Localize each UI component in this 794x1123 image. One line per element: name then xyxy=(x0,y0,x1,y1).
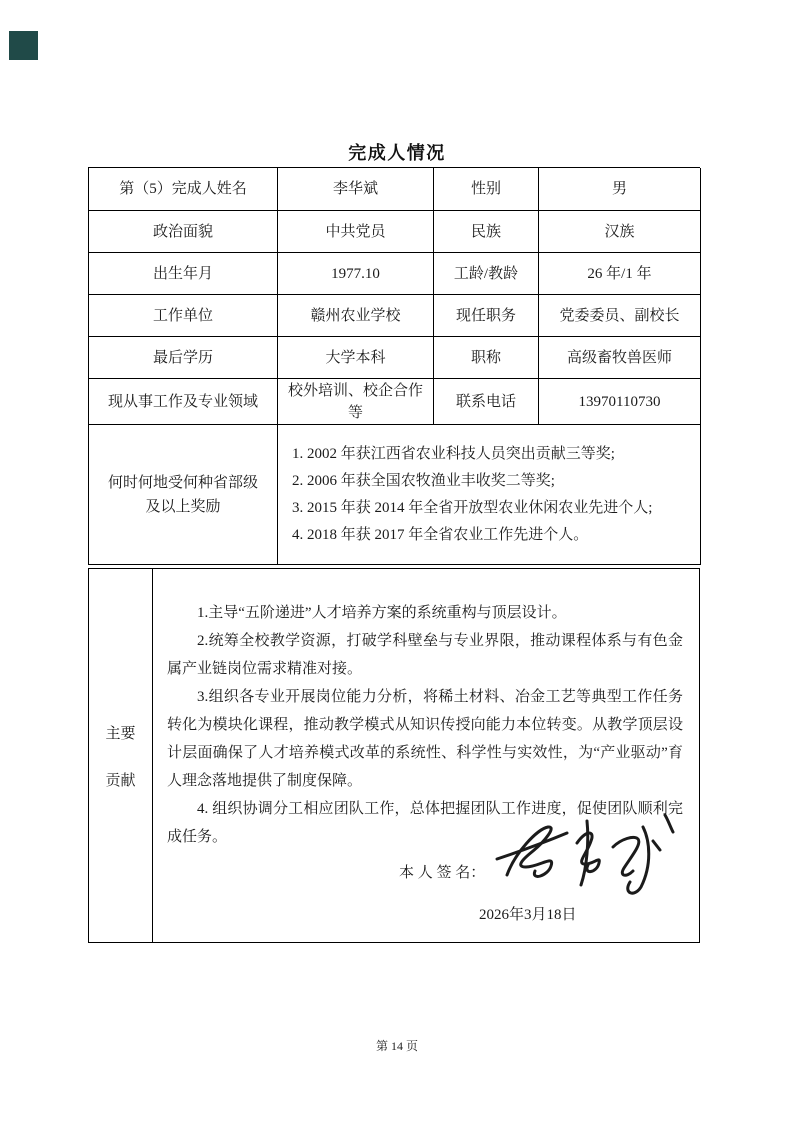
field-value-phone: 13970110730 xyxy=(539,379,701,425)
field-value-education: 大学本科 xyxy=(278,337,434,379)
field-value-awards xyxy=(278,425,701,565)
award-item: 1. 2002 年获江西省农业科技人员突出贡献三等奖; xyxy=(292,445,615,462)
field-value-gender: 男 xyxy=(539,168,701,211)
field-value-ethnicity: 汉族 xyxy=(539,211,701,253)
field-value-birthdate: 1977.10 xyxy=(278,253,434,295)
main-contribution-table xyxy=(88,568,700,943)
field-label-title: 职称 xyxy=(434,337,539,379)
field-value-title: 高级畜牧兽医师 xyxy=(539,337,701,379)
contribution-paragraph: 1.主导“五阶递进”人才培养方案的系统重构与顶层设计。 xyxy=(197,605,567,621)
field-label-education: 最后学历 xyxy=(89,337,278,379)
award-item: 2. 2006 年获全国农牧渔业丰收奖二等奖; xyxy=(292,472,555,489)
field-label-employer: 工作单位 xyxy=(89,295,278,337)
field-label-birthdate: 出生年月 xyxy=(89,253,278,295)
signature-label: 本 人 签 名： xyxy=(399,865,486,881)
field-value-seniority: 26 年/1 年 xyxy=(539,253,701,295)
field-value-position: 党委委员、副校长 xyxy=(539,295,701,337)
field-label-name: 第（5）完成人姓名 xyxy=(89,168,278,211)
award-item: 4. 2018 年获 2017 年全省农业工作先进个人。 xyxy=(292,526,589,543)
contribution-content-cell xyxy=(153,569,700,942)
award-item: 3. 2015 年获 2014 年全省开放型农业休闲农业先进个人; xyxy=(292,499,653,516)
field-label-phone: 联系电话 xyxy=(434,379,539,425)
contribution-paragraph: 2.统筹全校教学资源，打破学科壁垒与专业界限，推动课程体系与有色金属产业链岗位需求精准对接。 xyxy=(167,633,683,677)
contribution-paragraph: 4. 组织协调分工相应团队工作，总体把握团队工作进度，促使团队顺利完成任务。 xyxy=(167,801,683,845)
corner-color-mark xyxy=(9,31,38,60)
field-label-political: 政治面貌 xyxy=(89,211,278,253)
contribution-label-line1: 主要 xyxy=(105,725,136,742)
field-label-position: 现任职务 xyxy=(434,295,539,337)
field-label-awards: 何时何地受何种省部级及以上奖励 xyxy=(89,425,278,565)
field-label-ethnicity: 民族 xyxy=(434,211,539,253)
contribution-row-label xyxy=(89,569,153,942)
field-label-gender: 性别 xyxy=(434,168,539,211)
contribution-label-line2: 贡献 xyxy=(105,772,136,789)
handwritten-signature-image xyxy=(493,809,683,904)
signature-date: 2026年3月18日 xyxy=(479,907,577,923)
page-title: 完成人情况 xyxy=(348,143,446,163)
field-value-employer: 赣州农业学校 xyxy=(278,295,434,337)
contribution-paragraph: 3.组织各专业开展岗位能力分析，将稀土材料、冶金工艺等典型工作任务转化为模块化课程，推动教学模式从知识传授向能力本位转变。从教学顶层设计层面确保了人才培养模式改革的系统性、科学性与实效性，为“产业驱动”育人理念落地提供了制度保障。 xyxy=(167,689,683,789)
field-label-work-area: 现从事工作及专业领域 xyxy=(89,379,278,425)
field-value-work-area: 校外培训、校企合作等 xyxy=(278,379,434,425)
field-label-seniority: 工龄/教龄 xyxy=(434,253,539,295)
page-number: 第 14 页 xyxy=(375,1039,418,1053)
field-value-name: 李华斌 xyxy=(278,168,434,211)
completer-info-table xyxy=(88,167,700,565)
awards-list xyxy=(292,441,652,549)
field-value-political: 中共党员 xyxy=(278,211,434,253)
